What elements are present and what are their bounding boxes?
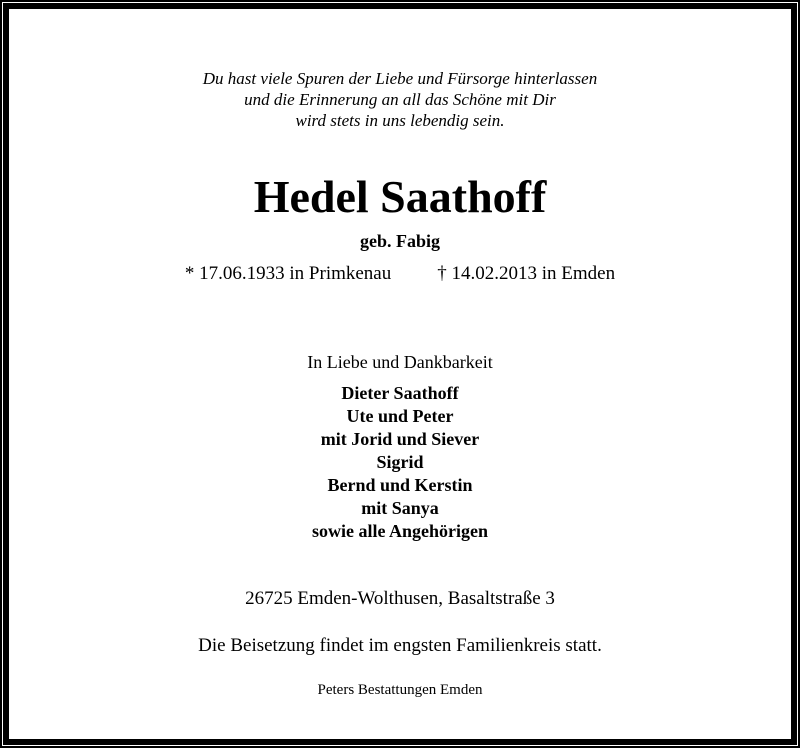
verse-line: und die Erinnerung an all das Schöne mit Dir — [244, 90, 556, 109]
thanks-line: In Liebe und Dankbarkeit — [307, 352, 493, 372]
death-date: † 14.02.2013 in Emden — [437, 263, 616, 284]
birth-date: * 17.06.1933 in Primkenau — [184, 263, 392, 284]
mourner-item: Ute und Peter — [346, 406, 454, 426]
verse-line: Du hast viele Spuren der Liebe und Fürsorge hinterlassen — [202, 69, 598, 88]
mourner-item: Dieter Saathoff — [341, 383, 459, 403]
mourner-item: sowie alle Angehörigen — [312, 521, 488, 541]
mourner-item: mit Jorid und Siever — [320, 429, 480, 449]
mourner-item: Bernd und Kerstin — [327, 475, 473, 495]
funeral-note: Die Beisetzung findet im engsten Familienkreis statt. — [198, 635, 602, 656]
life-dates — [0, 263, 800, 285]
mourner-item: mit Sanya — [361, 498, 439, 518]
verse-line: wird stets in uns lebendig sein. — [295, 111, 505, 130]
maiden-name: geb. Fabig — [359, 231, 440, 251]
mourner-item: Sigrid — [376, 452, 424, 472]
deceased-name: Hedel Saathoff — [253, 171, 547, 222]
address: 26725 Emden-Wolthusen, Basaltstraße 3 — [245, 588, 555, 609]
undertaker: Peters Bestattungen Emden — [317, 682, 483, 698]
